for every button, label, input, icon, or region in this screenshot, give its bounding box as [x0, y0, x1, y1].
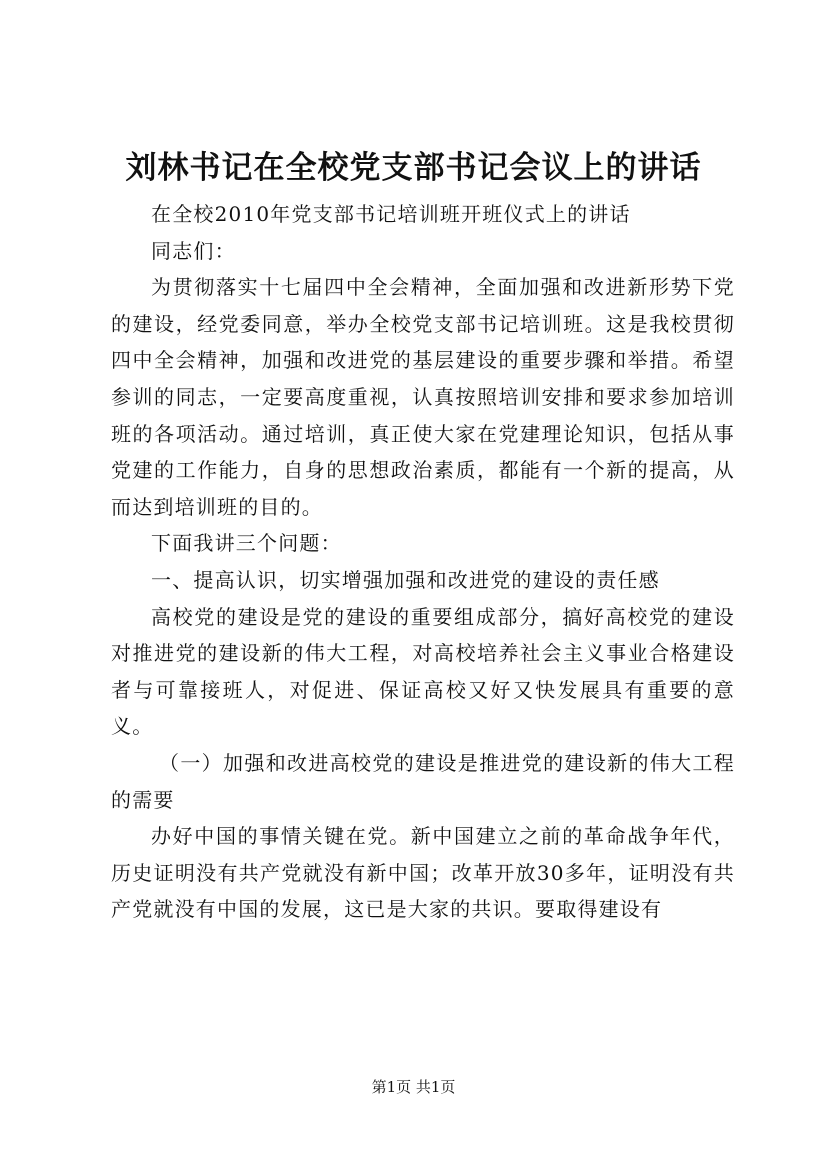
document-body — [111, 196, 735, 928]
body-paragraph-intro: 为贯彻落实十七届四中全会精神，全面加强和改进新形势下党的建设，经党委同意，举办全校党支部书记培训班。这是我校贯彻四中全会精神，加强和改进党的基层建设的重要步骤和举措。希望参训的同志，一定要高度重视，认真按照培训安排和要求参加培训班的各项活动。通过培训，真正使大家在党建理论知识，包括从事党建的工作能力，自身的思想政治素质，都能有一个新的提高，从而达到培训班的目的。 — [111, 275, 735, 519]
body-paragraph-section-1: 高校党的建设是党的建设的重要组成部分，搞好高校党的建设对推进党的建设新的伟大工程，对高校培养社会主义事业合格建设者与可靠接班人，对促进、保证高校又好又快发展具有重要的意义。 — [111, 604, 735, 739]
document-title: 刘林书记在全校党支部书记会议上的讲话 — [125, 150, 702, 186]
section-heading-1: 一、提高认识，切实增强加强和改进党的建设的责任感 — [151, 567, 660, 592]
salutation: 同志们： — [151, 238, 236, 263]
subsection-heading-1: （一）加强和改进高校党的建设是推进党的建设新的伟大工程的需要 — [111, 750, 735, 812]
page-footer: 第1页 共1页 — [371, 1078, 456, 1096]
body-paragraph-subsection-1: 办好中国的事情关键在党。新中国建立之前的革命战争年代，历史证明没有共产党就没有新中国；改革开放30多年，证明没有共产党就没有中国的发展，这已是大家的共识。要取得建设有 — [111, 824, 735, 922]
body-paragraph-outline: 下面我讲三个问题： — [151, 531, 342, 556]
speech-subtitle: 在全校2010年党支部书记培训班开班仪式上的讲话 — [151, 202, 631, 226]
